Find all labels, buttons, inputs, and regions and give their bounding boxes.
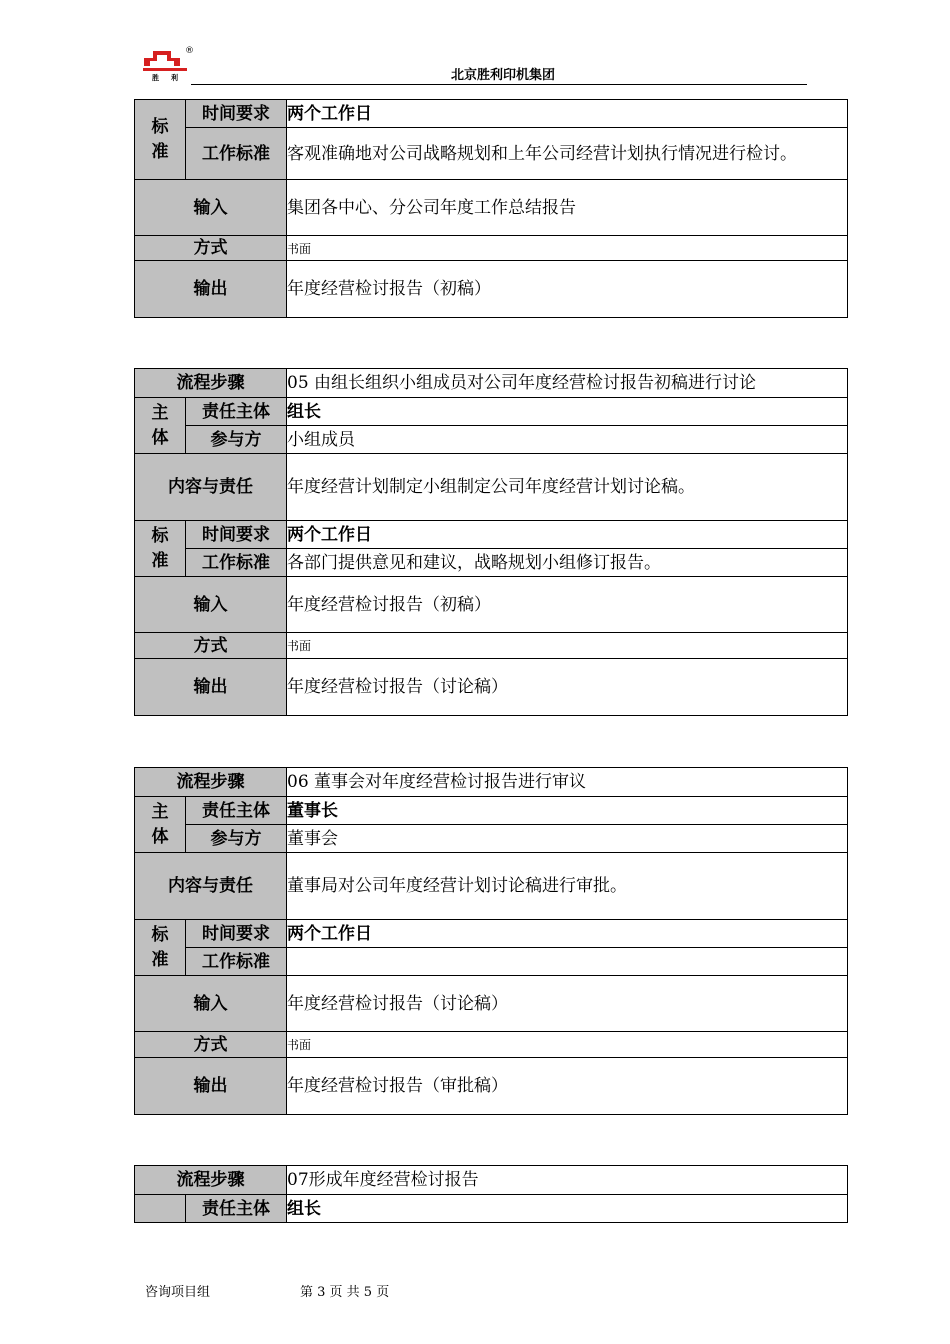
method-label: 方式 (135, 1032, 287, 1058)
subject-label: 主 体 (135, 797, 186, 853)
step-value: 07形成年度经营检讨报告 (287, 1166, 848, 1195)
output-label: 输出 (135, 1058, 287, 1115)
output-value: 年度经营检讨报告（审批稿） (287, 1058, 848, 1115)
standard-label: 标 准 (135, 100, 186, 180)
process-table-04 (134, 99, 848, 318)
svg-text:®: ® (185, 46, 194, 56)
time-requirement-label: 时间要求 (186, 521, 287, 549)
party-label: 参与方 (186, 426, 287, 454)
work-standard-value: 各部门提供意见和建议，战略规划小组修订报告。 (287, 549, 848, 577)
step-value: 05 由组长组织小组成员对公司年度经营检讨报告初稿进行讨论 (287, 369, 848, 398)
step-label: 流程步骤 (135, 369, 287, 398)
page-header (135, 40, 807, 85)
content-label: 内容与责任 (135, 454, 287, 521)
work-standard-label: 工作标准 (186, 128, 287, 180)
content-value: 年度经营计划制定小组制定公司年度经营计划讨论稿。 (287, 454, 848, 521)
step-value: 06 董事会对年度经营检讨报告进行审议 (287, 768, 848, 797)
method-value: 书面 (287, 633, 848, 659)
owner-value: 组长 (287, 398, 848, 426)
footer-group: 咨询项目组 (145, 1285, 211, 1300)
time-requirement-value: 两个工作日 (287, 100, 848, 128)
owner-label: 责任主体 (186, 797, 287, 825)
process-table-05 (134, 368, 848, 716)
company-name: 北京胜利印机集团 (450, 68, 555, 83)
input-label: 输入 (135, 577, 287, 633)
party-value: 小组成员 (287, 426, 848, 454)
work-standard-value (287, 948, 848, 976)
output-value: 年度经营检讨报告（讨论稿） (287, 659, 848, 716)
method-label: 方式 (135, 633, 287, 659)
owner-value: 董事长 (287, 797, 848, 825)
input-value: 年度经营检讨报告（初稿） (287, 577, 848, 633)
party-label: 参与方 (186, 825, 287, 853)
method-label: 方式 (135, 236, 287, 261)
party-value: 董事会 (287, 825, 848, 853)
input-label: 输入 (135, 976, 287, 1032)
output-value: 年度经营检讨报告（初稿） (287, 261, 848, 318)
time-requirement-label: 时间要求 (186, 920, 287, 948)
input-value: 集团各中心、分公司年度工作总结报告 (287, 180, 848, 236)
input-label: 输入 (135, 180, 287, 236)
work-standard-label: 工作标准 (186, 948, 287, 976)
work-standard-value: 客观准确地对公司战略规划和上年公司经营计划执行情况进行检讨。 (287, 128, 848, 180)
footer-page-number: 第 3 页 共 5 页 (300, 1285, 390, 1300)
method-value: 书面 (287, 236, 848, 261)
standard-label: 标 准 (135, 521, 186, 577)
svg-text:利: 利 (171, 74, 178, 82)
step-label: 流程步骤 (135, 768, 287, 797)
owner-value: 组长 (287, 1195, 848, 1223)
subject-label: 主 体 (135, 398, 186, 454)
method-value: 书面 (287, 1032, 848, 1058)
step-label: 流程步骤 (135, 1166, 287, 1195)
work-standard-label: 工作标准 (186, 549, 287, 577)
process-table-06 (134, 767, 848, 1115)
header-rule (191, 84, 807, 85)
time-requirement-value: 两个工作日 (287, 920, 848, 948)
shengli-logo-icon (141, 44, 194, 82)
output-label: 输出 (135, 659, 287, 716)
svg-text:胜: 胜 (152, 74, 159, 82)
time-requirement-label: 时间要求 (186, 100, 287, 128)
output-label: 输出 (135, 261, 287, 318)
owner-label: 责任主体 (186, 1195, 287, 1223)
content-label: 内容与责任 (135, 853, 287, 920)
process-table-07 (134, 1165, 848, 1223)
subject-label (135, 1195, 186, 1223)
standard-label: 标 准 (135, 920, 186, 976)
input-value: 年度经营检讨报告（讨论稿） (287, 976, 848, 1032)
content-value: 董事局对公司年度经营计划讨论稿进行审批。 (287, 853, 848, 920)
owner-label: 责任主体 (186, 398, 287, 426)
time-requirement-value: 两个工作日 (287, 521, 848, 549)
